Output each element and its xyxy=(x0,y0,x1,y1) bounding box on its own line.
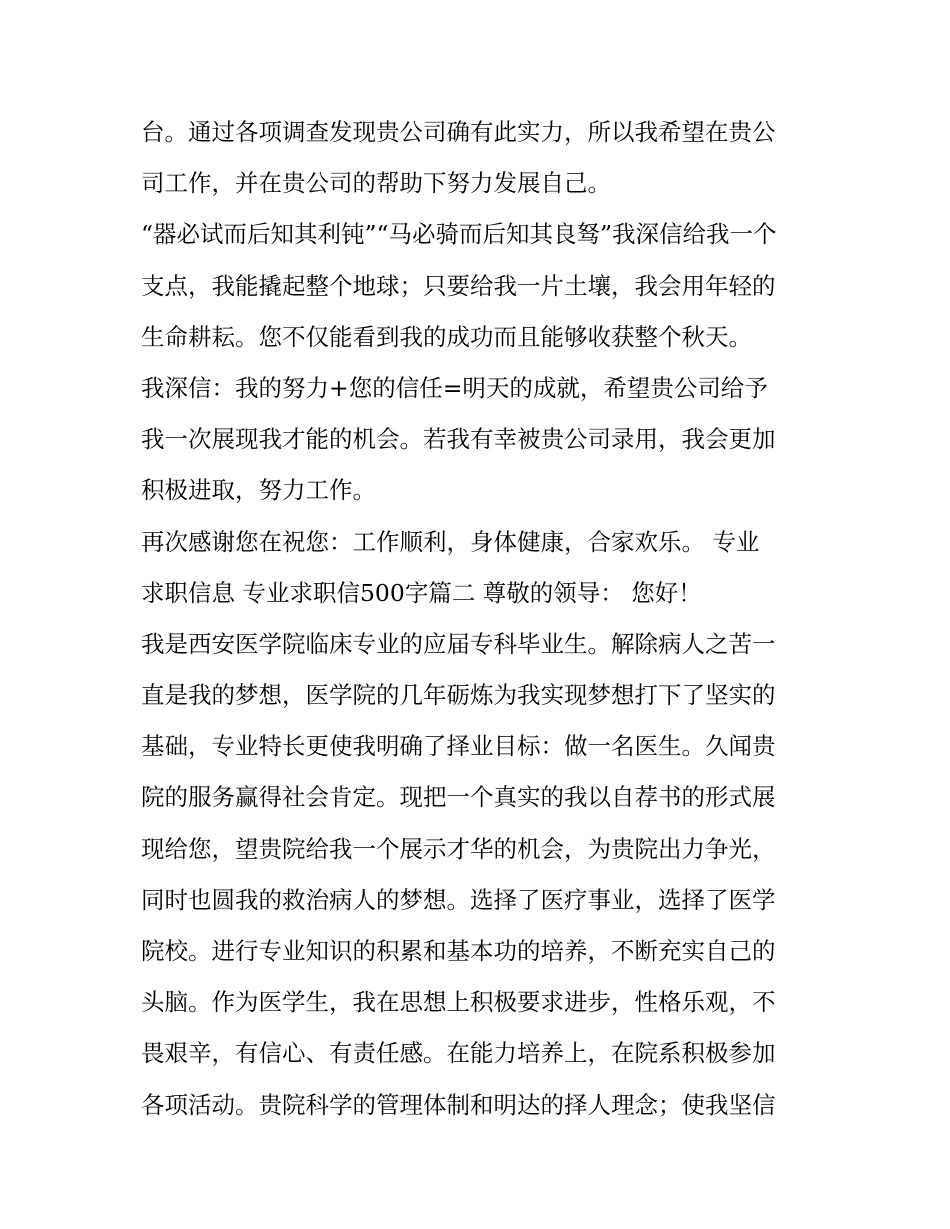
text-line: 我深信：我的努力+您的信任=明天的成就，希望贵公司给予 xyxy=(141,373,768,402)
text-line: 直是我的梦想，医学院的几年砺炼为我实现梦想打下了坚实的 xyxy=(141,681,776,710)
text-line: 求职信息 专业求职信500字篇二 尊敬的领导： 您好！ xyxy=(141,578,702,607)
text-line: 基础，专业特长更使我明确了择业目标：做一名医生。久闻贵 xyxy=(141,732,776,761)
text-line: 支点，我能撬起整个地球；只要给我一片土壤，我会用年轻的 xyxy=(141,271,776,300)
text-line: “器必试而后知其利钝”“马必骑而后知其良驽”我深信给我一个 xyxy=(141,220,777,249)
text-line: 积极进取，努力工作。 xyxy=(141,476,376,505)
text-line: 我一次展现我才能的机会。若我有幸被贵公司录用，我会更加 xyxy=(141,425,776,454)
text-line: 院的服务赢得社会肯定。现把一个真实的我以自荐书的形式展 xyxy=(141,783,776,812)
text-line: 畏艰辛，有信心、有责任感。在能力培养上，在院系积极参加 xyxy=(141,1039,776,1068)
text-line: 司工作，并在贵公司的帮助下努力发展自己。 xyxy=(141,169,611,198)
text-line: 现给您，望贵院给我一个展示才华的机会，为贵院出力争光， xyxy=(141,834,776,863)
text-line: 我是西安医学院临床专业的应届专科毕业生。解除病人之苦一 xyxy=(141,629,776,658)
text-line: 同时也圆我的救治病人的梦想。选择了医疗事业，选择了医学 xyxy=(141,885,776,914)
text-line: 头脑。作为医学生，我在思想上积极要求进步，性格乐观，不 xyxy=(141,988,776,1017)
body-text xyxy=(141,107,821,1131)
text-line: 台。通过各项调查发现贵公司确有此实力，所以我希望在贵公 xyxy=(141,118,776,146)
text-line: 各项活动。贵院科学的管理体制和明达的择人理念；使我坚信 xyxy=(141,1090,776,1119)
text-line: 生命耕耘。您不仅能看到我的成功而且能够收获整个秋天。 xyxy=(141,322,752,351)
text-line: 再次感谢您在祝您：工作顺利，身体健康，合家欢乐。 专业 xyxy=(141,527,760,556)
text-line: 院校。进行专业知识的积累和基本功的培养，不断充实自己的 xyxy=(141,937,776,965)
